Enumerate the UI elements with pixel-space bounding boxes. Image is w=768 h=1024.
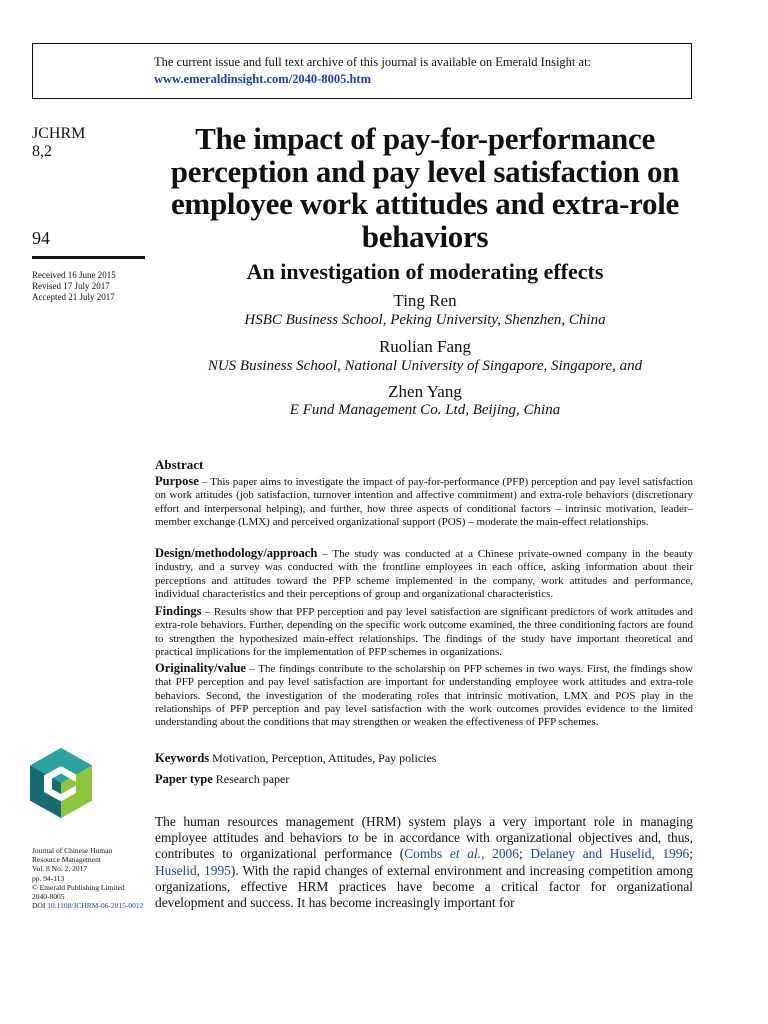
side-journal-name-2: Resource Management (32, 855, 101, 865)
journal-url-link[interactable]: www.emeraldinsight.com/2040-8005.htm (154, 72, 371, 86)
author-affiliation: HSBC Business School, Peking University, Shenzhen, China (244, 312, 606, 328)
submission-dates (32, 270, 116, 303)
keywords-label: Keywords (155, 751, 210, 765)
side-doi (32, 901, 143, 910)
findings-label: Findings (155, 604, 202, 618)
citation-link[interactable]: Combs et al., 2006 (404, 846, 519, 862)
doi-link[interactable]: 10.1108/JCHRM-06-2015-0012 (47, 901, 144, 911)
purpose-label: Purpose (155, 474, 199, 488)
abstract-design (155, 547, 693, 601)
paper-title: The impact of pay-for-performance perception and pay level satisfaction on employee work attitudes and extra-role behaviors (170, 121, 680, 254)
body-text: ; (689, 846, 693, 862)
abstract-purpose (155, 475, 693, 529)
author-name: Ruolian Fang (378, 337, 472, 356)
originality-text: – The findings contribute to the scholarship on PFP schemes in two ways. First, the findings show that PFP perception and pay level satisfaction are important for understanding employee work attitudes and extra-role behaviors. Second, the investigation of the moderating roles that intrinsic motivation, LMX and POS play in the relationships of PFP perception and pay level satisfaction with the work outcomes provides evidence to the limited understanding about the conditions that may strengthen or weaken the effectiveness of PFP schemes. (155, 663, 693, 729)
design-label: Design/methodology/approach (155, 546, 318, 560)
paper-type-label: Paper type (155, 772, 213, 786)
date-revised: Revised 17 July 2017 (32, 281, 110, 291)
body-text: The human resources management (HRM) system plays a very important role in managing employee attitudes and behaviors to be in accordance with organizational objectives and, thus, contributes to organizational performance ( (155, 814, 693, 862)
paper-subtitle: An investigation of moderating effects (246, 259, 604, 284)
body-text: ; (518, 846, 531, 862)
page-number-rule (32, 256, 145, 259)
journal-volume: 8,2 (32, 143, 52, 160)
purpose-text: – This paper aims to investigate the impact of pay-for-performance (PFP) perception and pay level satisfaction on work attitudes (job satisfaction, turnover intention and affective commitment) and extra-role behaviors (discretionary effort and interpersonal helping), and further, how three aspects of conditional factors – intrinsic motivation, leader–member exchange (LMX) and perceived organizational support (POS) – moderate the main-effect relationships. (155, 476, 693, 528)
citation-link[interactable]: Huselid, 1995 (155, 862, 231, 878)
access-notice (154, 54, 591, 88)
journal-side-info (32, 846, 143, 910)
page-number: 94 (32, 228, 50, 248)
side-pages: pp. 94-113 (32, 873, 65, 883)
author-affiliation: E Fund Management Co. Ltd, Beijing, China (289, 402, 561, 418)
body-text: ). With the rapid changes of external environment and increasing competition among organizations, effective HRM practices have become a critical factor for organizational development and success. It has become increasingly important for (155, 862, 693, 911)
abstract-findings (155, 605, 693, 659)
side-copyright: © Emerald Publishing Limited (32, 882, 125, 892)
keywords (155, 751, 436, 766)
emerald-logo-icon (30, 748, 92, 818)
side-issn: 2040-8005 (32, 892, 65, 902)
abstract-heading: Abstract (155, 457, 204, 472)
side-journal-name: Journal of Chinese Human (32, 846, 113, 855)
findings-text: – Results show that PFP perception and pay level satisfaction are significant predictors of work attitudes and extra-role behaviors. Further, depending on the specific work outcome examined, the three conditioning factors are found to strengthen the hypothesized main-effect relationships. The findings of the study have important theoretical and practical implications for the implementation of PFP schemes in organizations. (155, 606, 693, 658)
side-volume: Vol. 8 No. 2, 2017 (32, 864, 88, 874)
access-notice-text: The current issue and full text archive of this journal is available on Emerald Insight at: (154, 55, 592, 69)
keywords-text: Motivation, Perception, Attitudes, Pay policies (212, 751, 437, 765)
body-paragraph (155, 814, 693, 911)
paper-type-text: Research paper (215, 772, 290, 786)
doi-label: DOI (32, 901, 46, 911)
paper-type (155, 772, 289, 787)
author-affiliation: NUS Business School, National University of Singapore, Singapore, and (207, 358, 643, 374)
author-name: Zhen Yang (388, 382, 462, 401)
journal-code: JCHRM (32, 125, 86, 142)
originality-label: Originality/value (155, 661, 246, 675)
design-text: – The study was conducted at a Chinese private-owned company in the beauty industry, and a survey was conducted with the frontline employees in each office, asking information about their perceptions and attitudes toward the PFP scheme implemented in the company, work attitudes and performance, individual characteristics and their perceptions of group and organizational characteristics. (155, 548, 693, 600)
date-received: Received 16 June 2015 (32, 270, 116, 280)
journal-info (32, 125, 85, 161)
abstract-originality (155, 662, 693, 729)
date-accepted: Accepted 21 July 2017 (32, 292, 115, 302)
citation-link[interactable]: Delaney and Huselid, 1996 (530, 846, 690, 862)
author-name: Ting Ren (393, 291, 457, 310)
